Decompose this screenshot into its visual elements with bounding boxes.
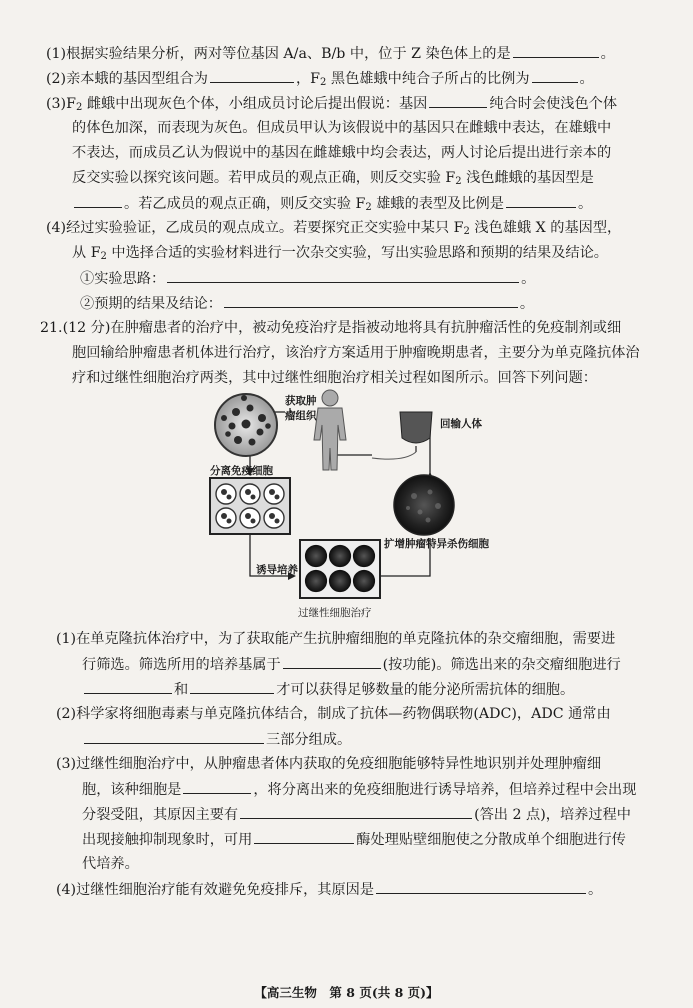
page-footer: 【高三生物 第 8 页(共 8 页)】 [254,985,439,1000]
q20-part4-line1: (4)经过实验验证，乙成员的观点成立。若要探究正交实验中某只 $F_2$ 浅色雄蛾 X 的基因型， [46,220,622,237]
answer-blank[interactable] [84,728,264,744]
q21-part2-line2: 三部分组成。 [82,728,693,751]
figure-caption: 过继性细胞治疗 [298,607,372,619]
q20-part3-line3: 不表达，而成员乙认为假说中的基因在雌雄蛾中均会表达，两人讨论后提出进行亲本的 [72,145,612,161]
q21-stem-line1: 21.(12 分)在肿瘤患者的治疗中，被动免疫治疗是指被动地将具有抗肿瘤活性的免疫制剂或细 [40,320,622,336]
answer-blank[interactable] [84,678,172,694]
answer-blank[interactable] [183,778,251,794]
answer-blank[interactable] [254,828,354,844]
induction-culture-plate [300,540,380,598]
q20-part4-idea: ①实验思路： 。 [80,267,693,290]
q20-part4-result: ②预期的结果及结论： 。 [80,292,693,315]
label-separate-immune-cells: 分离免疫细胞 [210,465,273,477]
answer-blank[interactable] [190,678,274,694]
tumor-tissue-image [215,394,277,456]
q21-part1-line2: 行筛选。筛选所用的培养基属于 (按功能)。筛选出来的杂交瘤细胞进行 [82,653,693,676]
immune-cell-plate [210,478,290,534]
answer-blank[interactable] [283,653,381,669]
answer-blank[interactable] [240,803,472,819]
q21-part2-line1: (2)科学家将细胞毒素与单克隆抗体结合，制成了抗体—药物偶联物(ADC)，ADC 通常由 [56,706,611,722]
q21-part1-line1: (1)在单克隆抗体治疗中，为了获取能产生抗肿瘤细胞的单克隆抗体的杂交瘤细胞，需要进 [56,631,616,647]
q21-part3-line3: 分裂受阻，其原因主要有 (答出 2 点)，培养过程中 [82,803,693,826]
q21-stem-line2: 胞回输给肿瘤患者机体进行治疗，该治疗方案适用于肿瘤晚期患者，主要分为单克隆抗体治 [72,345,640,361]
q20-part4-line2: 从 $F_2$ 中选择合适的实验材料进行一次杂交实验，写出实验思路和预期的结果及结论。 [72,245,608,262]
label-tumor-tissue: 获取肿 瘤组织 [285,395,317,422]
q21-part3-line5: 代培养。 [82,856,139,872]
q20-part1: (1)根据实验结果分析，两对等位基因 A/a、B/b 中，位于 Z 染色体上的是 。 [46,42,693,65]
q20-part3-line2: 的体色加深，而表现为灰色。但成员甲认为该假说中的基因只在雌蛾中表达，在雄蛾中 [72,120,612,136]
label-expand-killer-cells: 扩增肿瘤特异杀伤细胞 [384,538,489,550]
q20-part3-line5: 。若乙成员的观点正确，则反交实验 $F_2$ 雄蛾的表型及比例是 。 [72,192,693,219]
label-induce-culture: 诱导培养 [256,564,298,576]
q21-stem-line3: 疗和过继性细胞治疗两类，其中过继性细胞治疗相关过程如图所示。回答下列问题： [72,370,597,386]
q21-part3-line1: (3)过继性细胞治疗中，从肿瘤患者体内获取的免疫细胞能够特异性地识别并处理肿瘤细 [56,756,602,772]
iv-bag-icon [372,412,432,459]
expanded-cells-dish [394,475,454,535]
q20-part2: (2)亲本蛾的基因型组合为 ，$F_2$ 黑色雄蛾中纯合子所占的比例为 。 [46,67,693,94]
human-figure-icon [314,390,346,470]
q20-part3-line4: 反交实验以探究该问题。若甲成员的观点正确，则反交实验 $F_2$ 浅色雌蛾的基因型是 [72,170,594,187]
label-reinfuse: 回输人体 [440,418,482,430]
answer-blank[interactable] [376,878,586,894]
q20-part3-line1: $(3)F_2$ 雌蛾中出现灰色个体，小组成员讨论后提出假说：基因 纯合时会使浅色个体 [46,92,693,119]
q21-part3-line4: 出现接触抑制现象时，可用 酶处理贴壁细胞使之分散成单个细胞进行传 [82,828,693,851]
q21-part1-line3: 和 才可以获得足够数量的能分泌所需抗体的细胞。 [82,678,693,701]
q21-part4: (4)过继性细胞治疗能有效避免免疫排斥，其原因是 。 [56,878,693,901]
q21-part3-line2: 胞，该种细胞是 ，将分离出来的免疫细胞进行诱导培养，但培养过程中会出现 [82,778,693,801]
